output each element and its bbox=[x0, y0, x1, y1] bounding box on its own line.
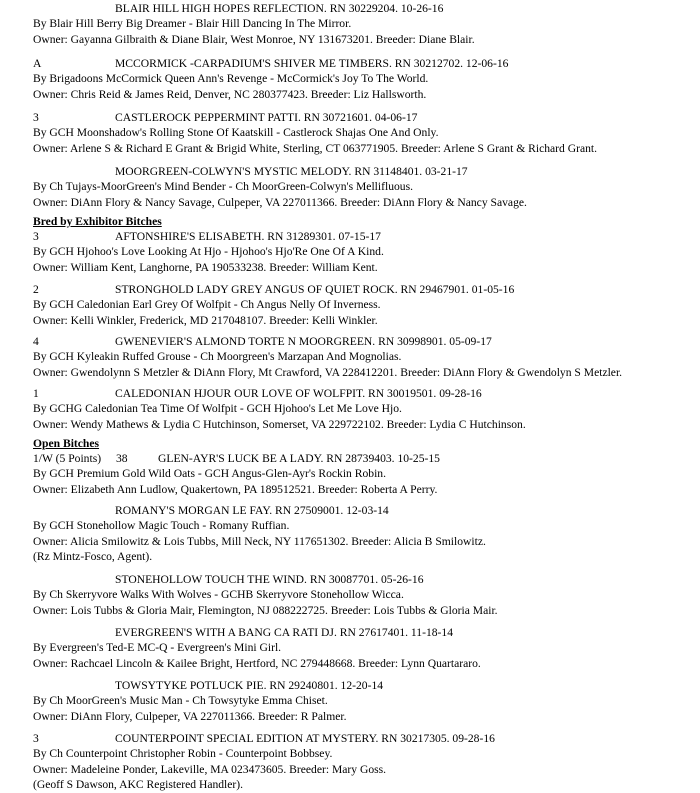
entry-agent: (Geoff S Dawson, AKC Registered Handler). bbox=[33, 777, 244, 791]
entry-title: GLEN-AYR'S LUCK BE A LADY. RN 28739403. 10-25-15 bbox=[158, 452, 440, 465]
entry-title: EVERGREEN'S WITH A BANG CA RATI DJ. RN 27617401. 11-18-14 bbox=[115, 626, 453, 639]
entry-sire-dam: By Blair Hill Berry Big Dreamer - Blair Hill Dancing In The Mirror. bbox=[33, 17, 352, 31]
entry-sire-dam: By Brigadoons McCormick Queen Ann's Revenge - McCormick's Joy To The World. bbox=[33, 72, 429, 86]
entry-title: ROMANY'S MORGAN LE FAY. RN 27509001. 12-03-14 bbox=[115, 504, 389, 517]
entry-blair-hill bbox=[33, 1, 693, 47]
entry-stonehollow bbox=[33, 572, 693, 618]
entry-title: AFTONSHIRE'S ELISABETH. RN 31289301. 07-15-17 bbox=[115, 230, 381, 243]
entry-sire-dam: By GCH Stonehollow Magic Touch - Romany Ruffian. bbox=[33, 519, 290, 533]
section-heading-open-bitches: Open Bitches bbox=[33, 437, 100, 450]
entry-romany bbox=[33, 503, 693, 564]
entry-gwenevier bbox=[33, 334, 693, 380]
entry-aftonshire bbox=[33, 229, 693, 275]
entry-owner: Owner: Rachcael Lincoln & Kailee Bright, Hertford, NC 279448668. Breeder: Lynn Quartararo. bbox=[33, 656, 481, 670]
entry-title: STRONGHOLD LADY GREY ANGUS OF QUIET ROCK. RN 29467901. 01-05-16 bbox=[115, 283, 515, 296]
entry-title: CALEDONIAN HJOUR OUR LOVE OF WOLFPIT. RN 30019501. 09-28-16 bbox=[115, 387, 482, 400]
entry-place: 3 bbox=[33, 111, 39, 124]
entry-sire-dam: By Ch Tujays-MoorGreen's Mind Bender - Ch MoorGreen-Colwyn's Mellifluous. bbox=[33, 180, 413, 194]
entry-sire-dam: By GCH Caledonian Earl Grey Of Wolfpit - Ch Angus Nelly Of Inverness. bbox=[33, 298, 381, 312]
entry-sire-dam: By GCH Kyleakin Ruffed Grouse - Ch Moorgreen's Marzapan And Mognolias. bbox=[33, 350, 402, 364]
entry-evergreen bbox=[33, 625, 693, 671]
entry-place: 3 bbox=[33, 230, 39, 243]
entry-place: 4 bbox=[33, 335, 39, 348]
entry-place: A bbox=[33, 57, 42, 70]
entry-title: CASTLEROCK PEPPERMINT PATTI. RN 30721601. 04-06-17 bbox=[115, 111, 418, 124]
entry-owner: Owner: Chris Reid & James Reid, Denver, NC 280377423. Breeder: Liz Hallsworth. bbox=[33, 87, 427, 101]
entry-sire-dam: By GCH Moonshadow's Rolling Stone Of Kaatskill - Castlerock Shajas One And Only. bbox=[33, 126, 439, 140]
entry-place: 3 bbox=[33, 732, 39, 745]
entry-place: 2 bbox=[33, 283, 39, 296]
entry-owner: Owner: DiAnn Flory, Culpeper, VA 227011366. Breeder: R Palmer. bbox=[33, 709, 347, 723]
entry-title: MCCORMICK -CARPADIUM'S SHIVER ME TIMBERS. RN 30212702. 12-06-16 bbox=[115, 57, 509, 70]
entry-owner: Owner: Lois Tubbs & Gloria Mair, Flemington, NJ 088222725. Breeder: Lois Tubbs & Gloria Mair. bbox=[33, 603, 498, 617]
entry-title: GWENEVIER'S ALMOND TORTE N MOORGREEN. RN 30998901. 05-09-17 bbox=[115, 335, 492, 348]
entry-title: TOWSYTYKE POTLUCK PIE. RN 29240801. 12-20-14 bbox=[115, 679, 384, 692]
entry-caledonian-hjour bbox=[33, 386, 693, 432]
entry-moorgreen-colwyn bbox=[33, 164, 693, 210]
entry-agent: (Rz Mintz-Fosco, Agent). bbox=[33, 549, 153, 563]
entry-place: 1/W (5 Points) bbox=[33, 452, 102, 465]
entry-owner: Owner: William Kent, Langhorne, PA 190533238. Breeder: William Kent. bbox=[33, 260, 378, 274]
entry-stronghold bbox=[33, 282, 693, 328]
entry-title: MOORGREEN-COLWYN'S MYSTIC MELODY. RN 31148401. 03-21-17 bbox=[115, 165, 468, 178]
entry-owner: Owner: Kelli Winkler, Frederick, MD 217048107. Breeder: Kelli Winkler. bbox=[33, 313, 378, 327]
entry-sire-dam: By GCHG Caledonian Tea Time Of Wolfpit - GCH Hjohoo's Let Me Love Hjo. bbox=[33, 402, 402, 416]
entry-sire-dam: By Ch Counterpoint Christopher Robin - Counterpoint Bobbsey. bbox=[33, 747, 333, 761]
entry-counterpoint bbox=[33, 731, 693, 792]
entry-castlerock bbox=[33, 110, 693, 156]
entry-owner: Owner: Gayanna Gilbraith & Diane Blair, West Monroe, NY 131673201. Breeder: Diane Blair. bbox=[33, 32, 475, 46]
entry-title: COUNTERPOINT SPECIAL EDITION AT MYSTERY. RN 30217305. 09-28-16 bbox=[115, 732, 495, 745]
entry-owner: Owner: Madeleine Ponder, Lakeville, MA 023473605. Breeder: Mary Goss. bbox=[33, 762, 387, 776]
entry-glen-ayr bbox=[33, 451, 693, 497]
entry-place: 1 bbox=[33, 387, 39, 400]
entry-sire-dam: By GCH Hjohoo's Love Looking At Hjo - Hjohoo's Hjo'Re One Of A Kind. bbox=[33, 245, 384, 259]
entry-owner: Owner: Alicia Smilowitz & Lois Tubbs, Mill Neck, NY 117651302. Breeder: Alicia B Smilowitz. bbox=[33, 534, 486, 548]
entry-towsytyke bbox=[33, 678, 693, 724]
entry-owner: Owner: DiAnn Flory & Nancy Savage, Culpeper, VA 227011366. Breeder: DiAnn Flory & Nancy Savage. bbox=[33, 195, 527, 209]
entry-sire-dam: By Ch MoorGreen's Music Man - Ch Towsytyke Emma Chiset. bbox=[33, 694, 328, 708]
entry-armband: 38 bbox=[116, 452, 128, 465]
entry-owner: Owner: Wendy Mathews & Lydia C Hutchinson, Somerset, VA 229722102. Breeder: Lydia C Hutchinson. bbox=[33, 417, 526, 431]
entry-title: STONEHOLLOW TOUCH THE WIND. RN 30087701. 05-26-16 bbox=[115, 573, 424, 586]
entry-sire-dam: By Ch Skerryvore Walks With Wolves - GCHB Skerryvore Stonehollow Wicca. bbox=[33, 588, 404, 602]
section-heading-bred-by-exhibitor: Bred by Exhibitor Bitches bbox=[33, 215, 162, 228]
entry-owner: Owner: Arlene S & Richard E Grant & Brigid White, Sterling, CT 063771905. Breeder: Arlene S Grant & Richard Grant. bbox=[33, 141, 598, 155]
entry-sire-dam: By GCH Premium Gold Wild Oats - GCH Angus-Glen-Ayr's Rockin Robin. bbox=[33, 467, 386, 481]
entry-title: BLAIR HILL HIGH HOPES REFLECTION. RN 30229204. 10-26-16 bbox=[115, 2, 444, 15]
entry-owner: Owner: Elizabeth Ann Ludlow, Quakertown, PA 189512521. Breeder: Roberta A Perry. bbox=[33, 482, 438, 496]
entry-owner: Owner: Gwendolynn S Metzler & DiAnn Flory, Mt Crawford, VA 228412201. Breeder: DiAnn Flory & Gwendolyn S Metzler. bbox=[33, 365, 623, 379]
entry-sire-dam: By Evergreen's Ted-E MC-Q - Evergreen's Mini Girl. bbox=[33, 641, 282, 655]
entry-mccormick bbox=[33, 56, 693, 102]
